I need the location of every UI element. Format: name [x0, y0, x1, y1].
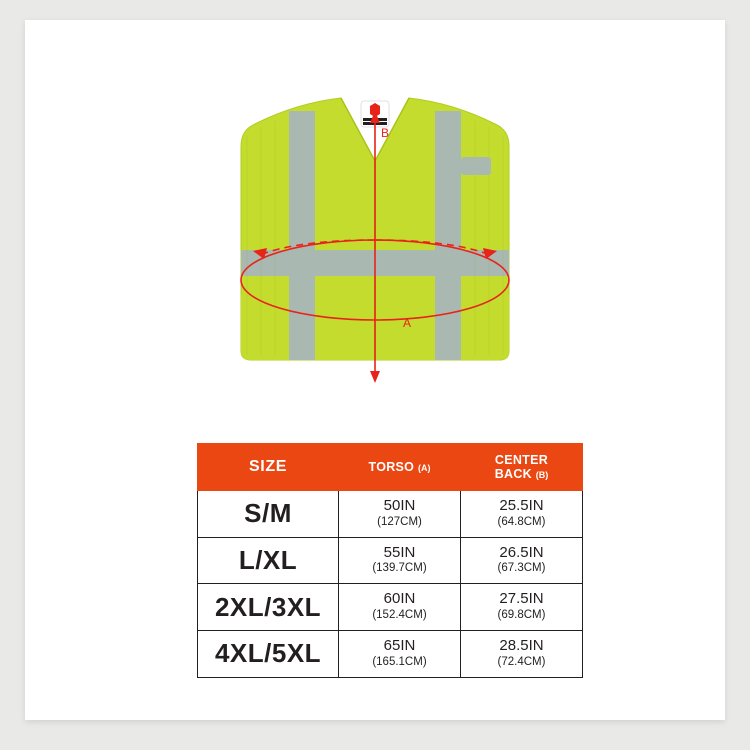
cell-torso: [339, 491, 461, 538]
center-back-arrow-bottom: [370, 371, 380, 383]
size-chart-header: [198, 444, 583, 491]
column-header-size: SIZE: [198, 444, 339, 491]
column-header-center-back: [461, 444, 583, 491]
table-row: [198, 631, 583, 678]
column-header-torso-label: TORSO: [368, 460, 415, 474]
product-spec-card: [25, 20, 725, 720]
cell-torso-cm: (139.7CM): [372, 562, 427, 575]
table-header-row: [198, 444, 583, 491]
cell-size: 4XL/5XL: [198, 631, 339, 678]
cell-size: L/XL: [198, 537, 339, 584]
cell-back-cm: (64.8CM): [497, 515, 546, 528]
cell-torso: [339, 584, 461, 631]
size-chart-body: [198, 491, 583, 678]
cell-torso-cm: (127CM): [377, 515, 422, 528]
cell-torso: [339, 537, 461, 584]
table-row: [198, 537, 583, 584]
cell-torso-in: 55IN: [383, 543, 416, 561]
cell-back-in: 28.5IN: [499, 637, 544, 655]
cell-center-back: [461, 584, 583, 631]
reflective-stripe-right-vertical: [435, 111, 461, 360]
cell-size: 2XL/3XL: [198, 584, 339, 631]
cell-center-back: [461, 631, 583, 678]
cell-torso-in: 60IN: [383, 590, 416, 608]
cell-torso-cm: (165.1CM): [372, 655, 427, 668]
hook-loop-tab: [461, 157, 491, 175]
center-back-label-b: B: [381, 126, 390, 140]
cell-back-in: 27.5IN: [499, 590, 544, 608]
table-row: [198, 491, 583, 538]
size-chart-table: [197, 443, 583, 678]
cell-size: S/M: [198, 491, 339, 538]
column-header-torso: [339, 444, 461, 491]
cell-torso: [339, 631, 461, 678]
table-row: [198, 584, 583, 631]
cell-back-in: 25.5IN: [499, 497, 544, 514]
torso-label-a: A: [403, 316, 412, 330]
column-header-center-back-sub: (B): [535, 470, 549, 480]
cell-back-in: 26.5IN: [499, 543, 544, 561]
vest-diagram: [165, 65, 585, 415]
cell-center-back: [461, 491, 583, 538]
cell-torso-cm: (152.4CM): [372, 609, 427, 622]
cell-back-cm: (67.3CM): [497, 562, 546, 575]
cell-back-cm: (69.8CM): [497, 609, 546, 622]
reflective-stripe-left-vertical: [289, 111, 315, 360]
vest-illustration: [25, 65, 725, 415]
column-header-center-back-line2: BACK: [494, 467, 533, 481]
column-header-torso-sub: (A): [418, 463, 431, 473]
cell-torso-in: 50IN: [383, 497, 416, 514]
cell-back-cm: (72.4CM): [497, 655, 546, 668]
cell-torso-in: 65IN: [383, 637, 416, 655]
column-header-center-back-line1: CENTER: [494, 453, 549, 467]
cell-center-back: [461, 537, 583, 584]
